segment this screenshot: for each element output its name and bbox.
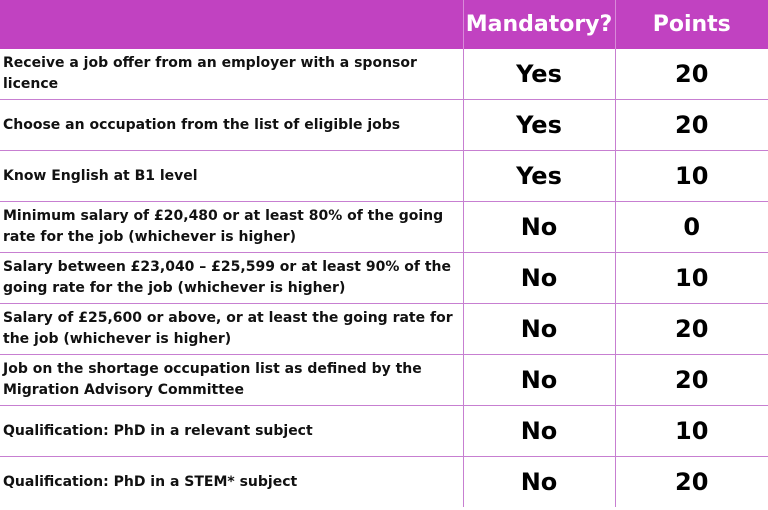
points-cell: 0	[615, 202, 768, 253]
table-row	[0, 151, 768, 202]
criterion-cell: Choose an occupation from the list of eligible jobs	[0, 100, 463, 151]
table-row	[0, 304, 768, 355]
mandatory-cell: Yes	[463, 100, 615, 151]
mandatory-cell: No	[463, 355, 615, 406]
header-row	[0, 0, 768, 49]
points-cell: 20	[615, 100, 768, 151]
criterion-cell: Salary of £25,600 or above, or at least the going rate for the job (whichever is higher)	[0, 304, 463, 355]
mandatory-cell: No	[463, 406, 615, 457]
points-cell: 20	[615, 49, 768, 100]
table-row	[0, 253, 768, 304]
mandatory-cell: Yes	[463, 49, 615, 100]
criterion-cell: Qualification: PhD in a STEM* subject	[0, 457, 463, 508]
points-cell: 10	[615, 253, 768, 304]
mandatory-cell: No	[463, 457, 615, 508]
mandatory-cell: Yes	[463, 151, 615, 202]
table-row	[0, 406, 768, 457]
criterion-cell: Know English at B1 level	[0, 151, 463, 202]
table-row	[0, 49, 768, 100]
points-cell: 20	[615, 355, 768, 406]
table-row	[0, 457, 768, 508]
mandatory-cell: No	[463, 253, 615, 304]
criterion-cell: Job on the shortage occupation list as defined by the Migration Advisory Committee	[0, 355, 463, 406]
points-cell: 20	[615, 457, 768, 508]
points-cell: 20	[615, 304, 768, 355]
table-row	[0, 202, 768, 253]
criterion-cell: Salary between £23,040 – £25,599 or at least 90% of the going rate for the job (whichever is higher)	[0, 253, 463, 304]
points-header: Points	[615, 0, 768, 49]
mandatory-cell: No	[463, 304, 615, 355]
criterion-cell: Receive a job offer from an employer with a sponsor licence	[3, 55, 417, 92]
table-row	[0, 100, 768, 151]
criterion-header	[0, 0, 463, 49]
criterion-cell: Minimum salary of £20,480 or at least 80% of the going rate for the job (whichever is higher)	[0, 202, 463, 253]
mandatory-cell: No	[463, 202, 615, 253]
criterion-cell: Qualification: PhD in a relevant subject	[0, 406, 463, 457]
points-cell: 10	[615, 151, 768, 202]
mandatory-header: Mandatory?	[463, 0, 615, 49]
table-row	[0, 355, 768, 406]
points-cell: 10	[615, 406, 768, 457]
